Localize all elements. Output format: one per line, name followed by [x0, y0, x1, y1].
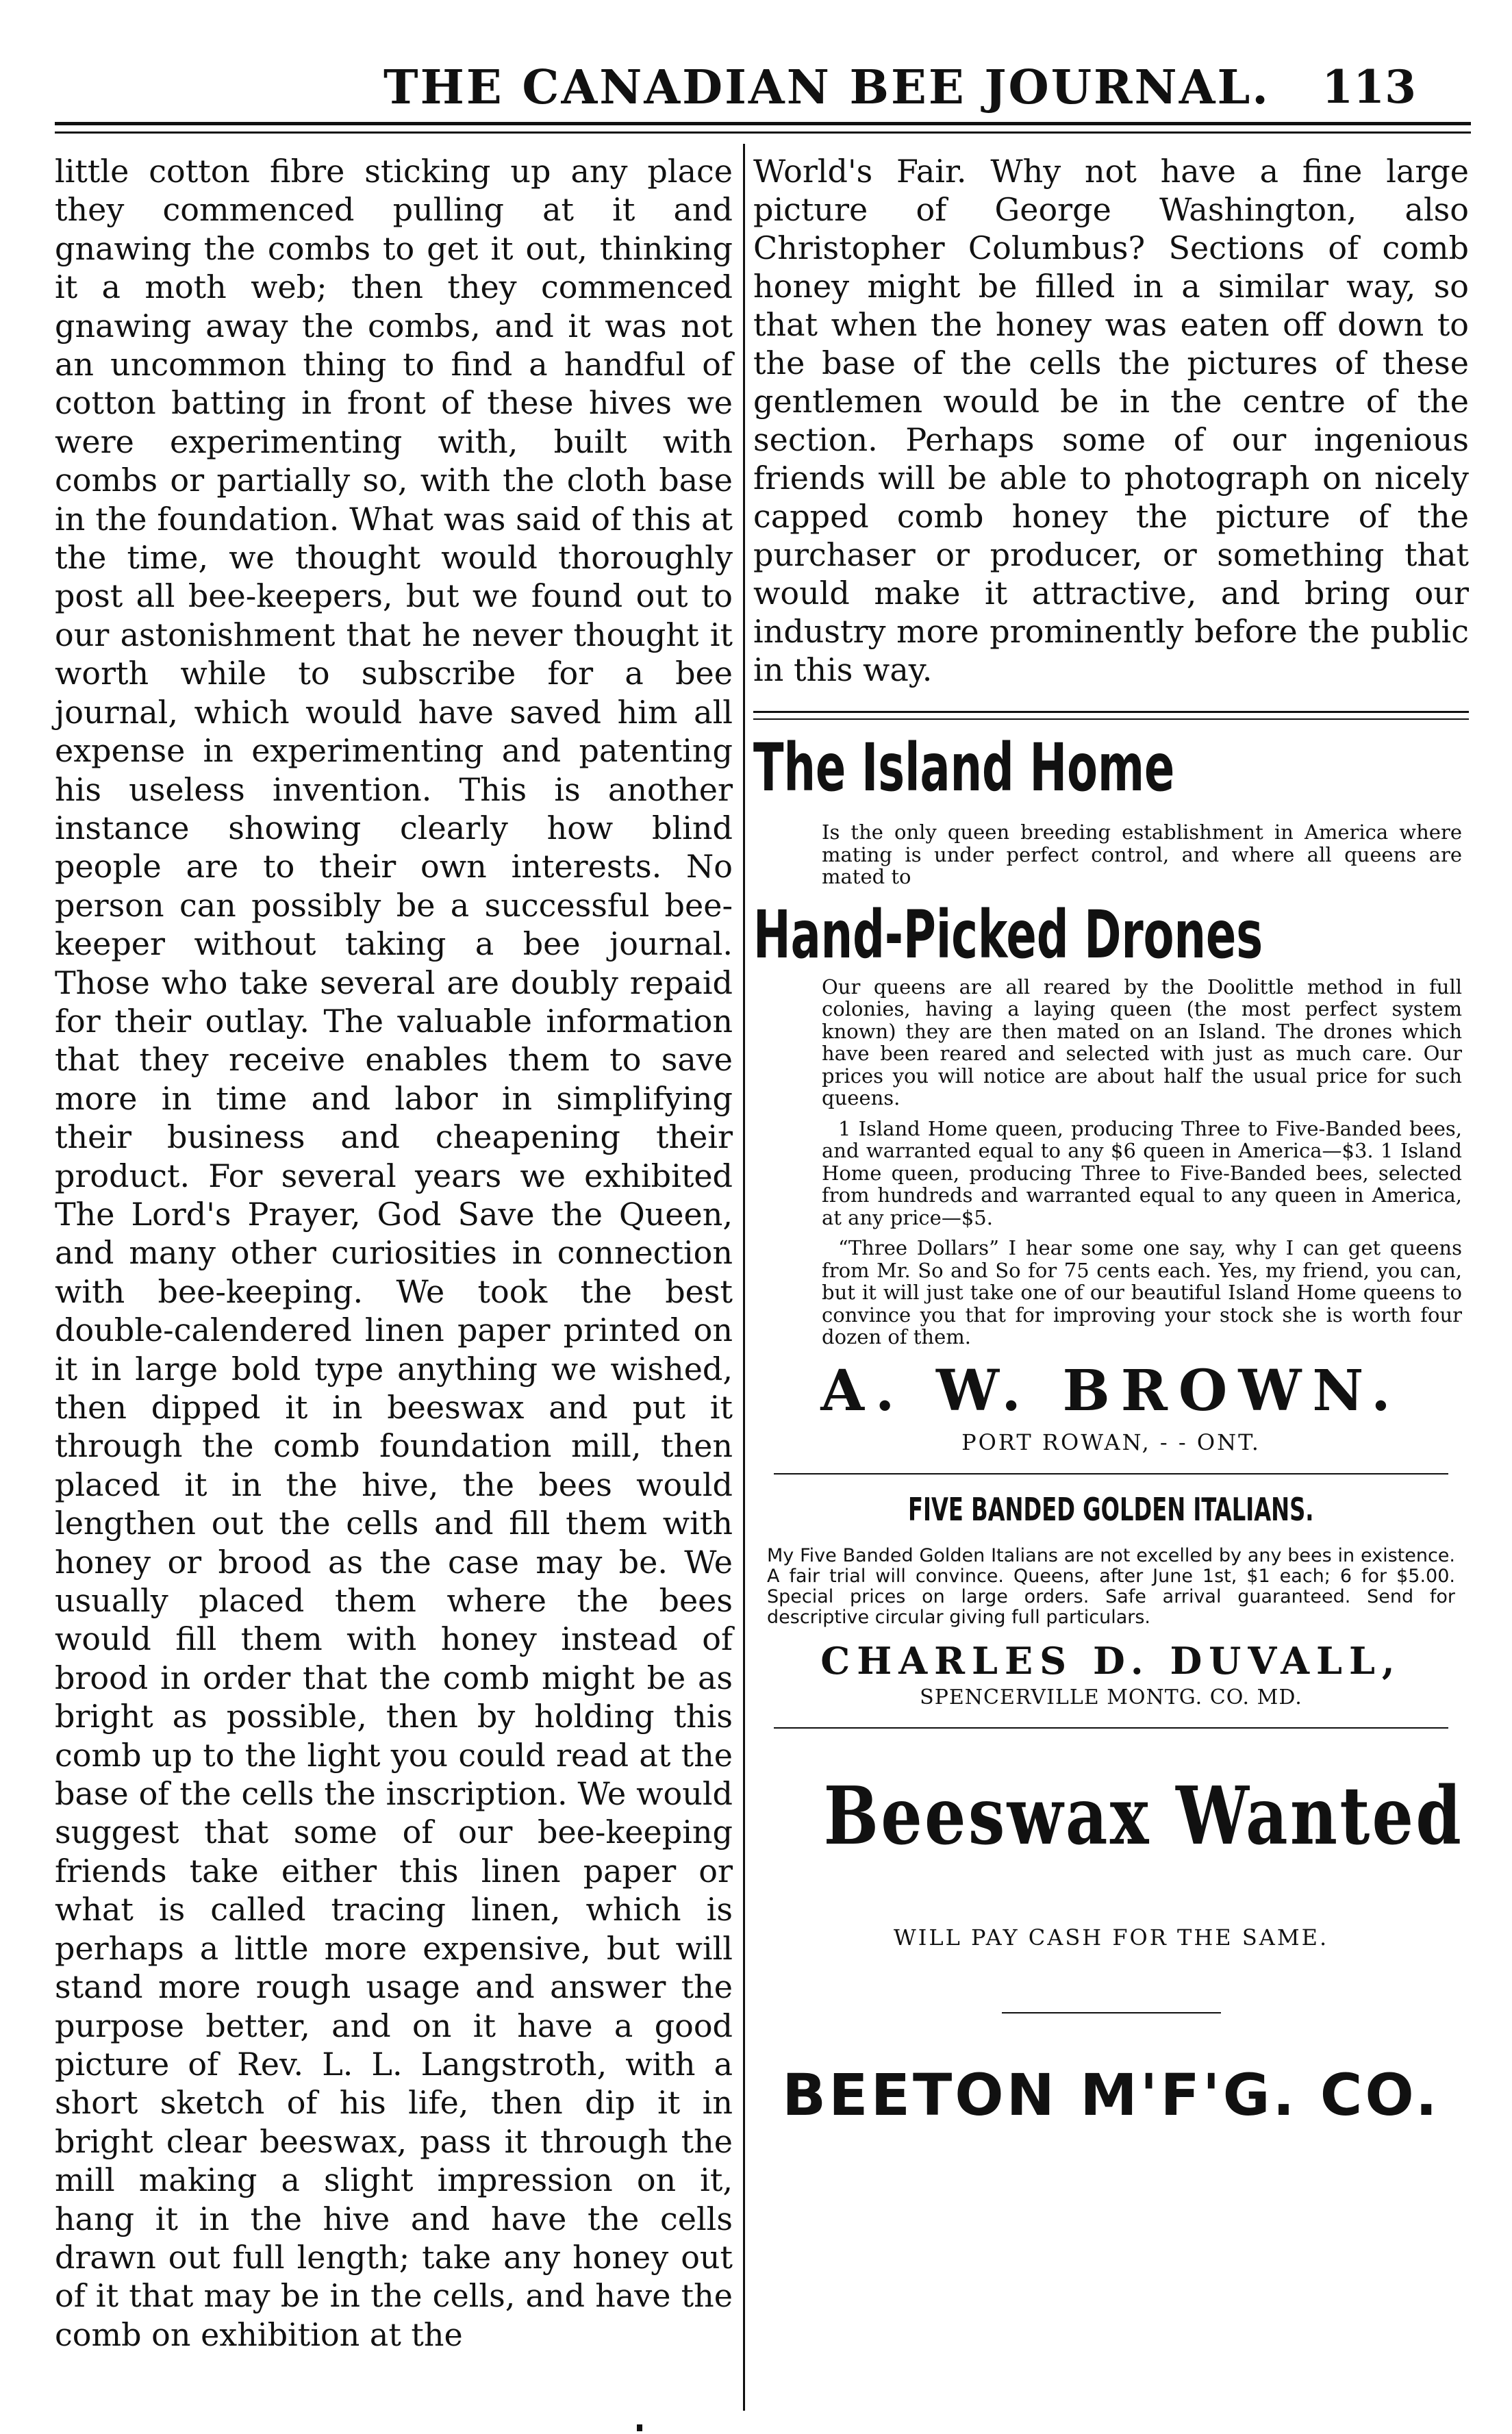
right-column [753, 152, 1469, 2129]
ad-subtitle: Hand-Picked Drones [753, 896, 1263, 973]
section-rule [1002, 2012, 1221, 2013]
section-rule [774, 1473, 1448, 1475]
section-rule [753, 718, 1469, 720]
ad-subtitle: WILL PAY CASH FOR THE SAME. [893, 1924, 1329, 1950]
ad-text: My Five Banded Golden Italians are not excelled by any bees in existence. A fair trial will convince. Queens, after June 1st, $1 each; 6 for $5.00. Special prices on large orders. Safe arrival guaranteed. Send for descriptive circular giving full particulars. [767, 1544, 1455, 1628]
ad-paragraph: “Three Dollars” I hear some one say, why I can get queens from Mr. So and So for 75 cents each. Yes, my friend, you can, but it will just take one of our beautiful Island Home queens to convince you that for improving your stock she is worth four dozen of them. [822, 1236, 1462, 1348]
header-rule [55, 122, 1471, 125]
article-text: little cotton fibre sticking up any place they commenced pulling at it and gnawing the combs to get it out, thinking it a moth web; then they commenced gnawing away the combs, and it was not an uncommon thing to find a handful of cotton batting in front of these hives we were experimenting with, built with combs or partially so, with the cloth base in the foundation. What was said of this at the time, we thought would thoroughly post all bee-keepers, but we found out to our astonishment that he never thought it worth while to subscribe for a bee journal, which would have saved him all expense in experimenting and patenting his useless invention. This is another instance showing clearly how blind people are to their own interests. No person can possibly be a successful bee-keeper without taking a bee journal. Those who take several are doubly repaid for their outlay. The valuable information that they receive enables them to save more in time and labor in simplifying their business and cheapening their product. For several years we exhibited The Lord's Prayer, God Save the Queen, and many other curiosities in connection with bee-keeping. We took the best double-calendered linen paper printed on it in large bold type anything we wished, then dipped it in beeswax and put it through the comb foundation mill, then placed it in the hive, the bees would lengthen out the cells and fill them with honey or brood as the case may be. We usually placed them where the bees would fill them with honey instead of brood in order that the comb might be as bright as possible, then by holding this comb up to the light you could read at the base of the cells the inscription. We would suggest that some of our bee-keeping friends take either this linen paper or what is called tracing linen, which is perhaps a little more expensive, but will stand more rough usage and answer the purpose better, and on it have a good picture of Rev. L. L. Langstroth, with a short sketch of his life, then dip it in bright clear beeswax, pass it through the mill making a slight impression on it, hang it in the hive and have the cells drawn out full length; take any honey out of it that may be in the cells, and have the comb on exhibition at the [55, 153, 733, 2353]
ad-paragraph: 1 Island Home queen, producing Three to Five-Banded bees, and warranted equal to any $6 queen in America—$3. 1 Island Home queen, producing Three to Five-Banded bees, selected from hundreds and warranted equal to any queen in America, at any price—$5. [822, 1116, 1462, 1229]
ad-paragraph: Our queens are all reared by the Doolittle method in full colonies, having a laying queen (the most perfect system known) they are then mated on an Island. The drones which have been reared and selected with just as much care. Our prices you will notice are about half the usual price for such queens. [822, 975, 1462, 1109]
ad-title-text: FIVE BANDED GOLDEN ITALIANS. [908, 1490, 1314, 1528]
ad-title: The Island Home [753, 729, 1175, 806]
header-rule [55, 131, 1471, 134]
page-header [55, 48, 1471, 123]
ad-intro: Is the only queen breeding establishment in America where mating is under perfect control, and where all queens are mated to [822, 820, 1462, 888]
article-continuation: World's Fair. Why not have a fine large picture of George Washington, also Christopher Columbus? Sections of comb honey might be filled in a similar way, so that when the honey was eaten off down to the base of the cells the pictures of these gentlemen would be in the centre of the section. Perhaps some of our ingenious friends will be able to photograph on nicely capped comb honey the picture of the purchaser or producer, or something that would make it attractive, and bring our industry more prominently before the public in this way. [753, 153, 1469, 688]
page-number: 113 [1322, 60, 1416, 114]
advertiser-location: SPENCERVILLE MONTG. CO. MD. [920, 1685, 1302, 1709]
ad-title [753, 1770, 1469, 1863]
column-divider [743, 144, 745, 2411]
advertiser-name: A. W. BROWN. [820, 1357, 1402, 1424]
advertiser-location: PORT ROWAN, - - ONT. [961, 1429, 1261, 1455]
print-mark [637, 2424, 642, 2431]
advertiser-name: BEETON M'F'G. CO. [782, 2061, 1440, 2129]
section-rule [774, 1727, 1448, 1729]
island-home-ad [753, 727, 1469, 1455]
golden-italians-ad [753, 1491, 1469, 1709]
beeswax-ad [753, 1770, 1469, 2129]
ad-title-text: Beeswax Wanted [823, 1769, 1464, 1863]
left-column [55, 152, 733, 2354]
journal-title: THE CANADIAN BEE JOURNAL. [383, 60, 1270, 115]
advertiser-name: CHARLES D. DUVALL, [820, 1638, 1402, 1683]
ad-title [753, 1491, 1469, 1528]
section-rule [753, 711, 1469, 713]
